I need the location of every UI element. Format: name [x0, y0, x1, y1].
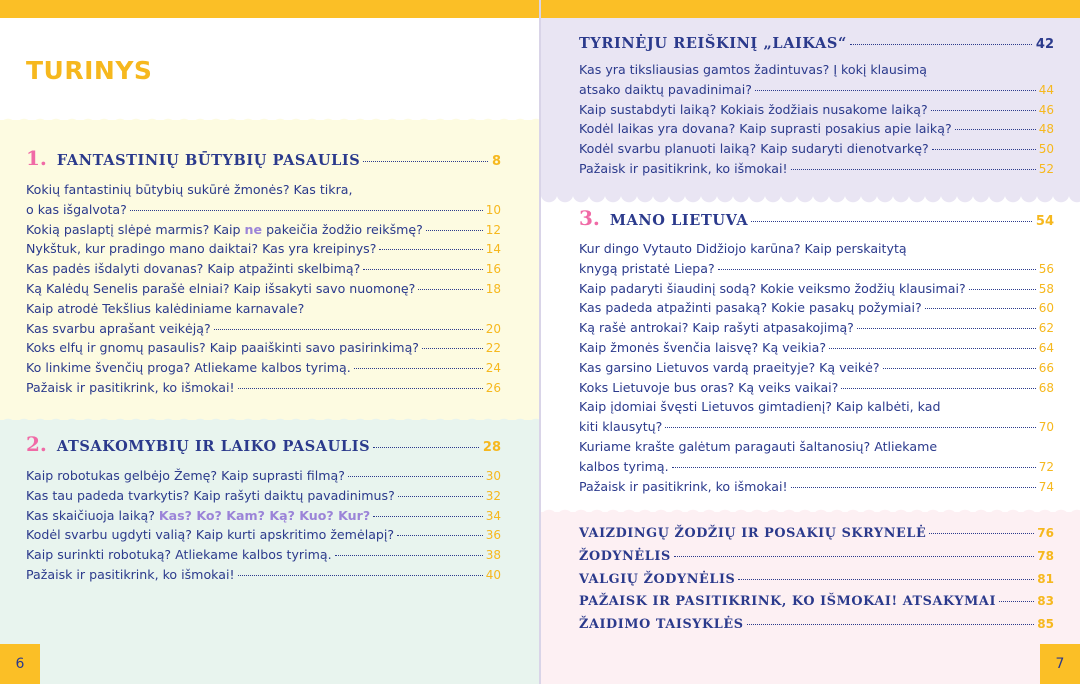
toc-entry[interactable] [26, 360, 501, 380]
entry-page: 48 [1038, 122, 1054, 137]
entry-page: 16 [485, 262, 501, 277]
toc-entry[interactable] [26, 567, 501, 587]
entry-text: Kur dingo Vytauto Didžiojo karūna? Kaip perskaitytą [579, 241, 907, 256]
leader-dots [999, 601, 1034, 602]
leader-dots [238, 388, 483, 389]
entry-page: 58 [1038, 281, 1054, 296]
toc-entry[interactable] [26, 182, 501, 202]
entry-page: 46 [1038, 102, 1054, 117]
section3-entries [579, 241, 1054, 498]
laikas-scallop [541, 194, 1080, 206]
entry-page: 32 [485, 488, 501, 503]
leader-dots [791, 487, 1036, 488]
section-page: 54 [1035, 214, 1054, 229]
section2-entries [26, 468, 501, 587]
toc-entry[interactable] [26, 527, 501, 547]
toc-entry[interactable] [579, 62, 1054, 82]
toc-entry[interactable] [579, 380, 1054, 400]
leader-dots [841, 388, 1035, 389]
leader-dots [791, 169, 1036, 170]
entry-page: 52 [1038, 161, 1054, 176]
highlighted-text: Kas? Ko? Kam? Ką? Kuo? Kur? [158, 507, 371, 523]
leader-dots [354, 368, 483, 369]
section2-scallop [0, 413, 540, 427]
page-number-left: 6 [0, 644, 40, 684]
section-title: MANO LIETUVA [609, 212, 749, 229]
section-page: 42 [1035, 37, 1054, 52]
leader-dots [751, 221, 1032, 222]
section-title: FANTASTINIŲ BŪTYBIŲ PASAULIS [56, 152, 361, 169]
leader-dots [969, 289, 1036, 290]
entry-text: Koks elfų ir gnomų pasaulis? Kaip paaiškinti savo pasirinkimą? [26, 340, 419, 356]
entry-text: Kaip įdomiai švęsti Lietuvos gimtadienį? Kaip kalbėti, kad [579, 399, 941, 415]
section-title: ATSAKOMYBIŲ IR LAIKO PASAULIS [56, 438, 371, 455]
entry-text: Pažaisk ir pasitikrink, ko išmokai! [579, 160, 788, 176]
toc-entry[interactable] [26, 202, 501, 222]
leader-dots [130, 210, 483, 211]
leader-dots [665, 427, 1035, 428]
leader-dots [747, 624, 1035, 625]
entry-page: 34 [485, 508, 501, 523]
entry-page: 40 [485, 567, 501, 582]
toc-entry[interactable] [26, 222, 501, 242]
entry-text: Kokią paslaptį slėpė marmis? Kaip ne pakeičia žodžio reikšmę? [26, 221, 423, 237]
entry-text: Kaip robotukas gelbėjo Žemę? Kaip suprasti filmą? [26, 468, 345, 483]
toc-entry[interactable] [26, 281, 501, 301]
entry-text: Kaip padaryti šiaudinį sodą? Kokie veiksmo žodžių klausimai? [579, 280, 966, 296]
toc-entry[interactable] [26, 321, 501, 341]
entry-page: 64 [1038, 340, 1054, 355]
book-spine [539, 0, 541, 684]
leader-dots [379, 249, 482, 250]
entry-text: Pažaisk ir pasitikrink, ko išmokai! [579, 478, 788, 494]
entry-text: kalbos tyrimą. [579, 458, 669, 474]
leader-dots [422, 348, 483, 349]
entry-text: Nykštuk, kur pradingo mano daiktai? Kas yra kreipinys? [26, 241, 377, 257]
entry-page: 81 [1037, 571, 1054, 586]
toc-entry[interactable] [26, 508, 501, 528]
toc-entry[interactable] [579, 241, 1054, 261]
leader-dots [829, 348, 1036, 349]
extras-scallop [541, 506, 1080, 518]
entry-text: Kas yra tiksliausias gamtos žadintuvas? Į kokį klausimą [579, 62, 927, 77]
entry-text: Ką rašė antrokai? Kaip rašyti atpasakojimą? [579, 320, 854, 336]
entry-text: Kaip atrodė Tekšlius kalėdiniame karnavale? [26, 300, 305, 316]
entry-page: 70 [1038, 420, 1054, 435]
entry-text: Kas skaičiuoja laiką? Kas? Ko? Kam? Ką? Kuo? Kur? [26, 507, 371, 523]
entry-page: 83 [1037, 594, 1054, 609]
entry-page: 74 [1038, 479, 1054, 494]
toc-entry[interactable] [579, 281, 1054, 301]
leader-dots [397, 535, 483, 536]
entry-page: 76 [1037, 526, 1054, 540]
entry-page: 20 [485, 321, 501, 336]
toc-entry[interactable] [26, 340, 501, 360]
laikas-entries [579, 62, 1054, 181]
toc-entry[interactable] [579, 141, 1054, 161]
entry-text: Kas svarbu aprašant veikėją? [26, 320, 211, 336]
entry-page: 26 [485, 380, 501, 395]
entry-text: VALGIŲ ŽODYNĖLIS [579, 571, 736, 587]
toc-entry[interactable] [26, 301, 501, 321]
extras-list [579, 526, 1054, 640]
entry-text: Kodėl svarbu ugdyti valią? Kaip kurti apskritimo žemėlapį? [26, 527, 395, 543]
entry-text: Ką Kalėdų Senelis parašė elniai? Kaip išsakyti savo nuomonę? [26, 280, 416, 296]
toc-entry[interactable] [26, 488, 501, 508]
toc-entry[interactable] [579, 261, 1054, 281]
toc-entry[interactable] [579, 399, 1054, 419]
entry-page: 66 [1038, 360, 1054, 375]
entry-page: 56 [1038, 261, 1054, 276]
toc-entry[interactable] [579, 360, 1054, 380]
toc-entry[interactable] [579, 121, 1054, 141]
entry-page: 24 [485, 361, 501, 376]
toc-entry[interactable] [26, 468, 501, 488]
leader-dots [755, 90, 1036, 91]
entry-page: 50 [1038, 142, 1054, 157]
section1-scallop [0, 113, 540, 127]
toc-entry[interactable] [26, 241, 501, 261]
toc-entry[interactable] [579, 594, 1054, 617]
section-page: 28 [482, 440, 501, 455]
section2-heading[interactable] [26, 432, 501, 456]
entry-text: o kas išgalvota? [26, 201, 127, 217]
toc-entry[interactable] [579, 320, 1054, 340]
toc-entry[interactable] [579, 479, 1054, 499]
toc-entry[interactable] [26, 547, 501, 567]
entry-page: 38 [485, 548, 501, 563]
entry-text: Kas padeda atpažinti pasaką? Kokie pasakų požymiai? [579, 300, 922, 316]
entry-page: 68 [1038, 380, 1054, 395]
leader-dots [373, 516, 483, 517]
leader-dots [674, 556, 1034, 557]
toc-entry[interactable] [579, 161, 1054, 181]
entry-page: 62 [1038, 321, 1054, 336]
leader-dots [932, 149, 1036, 150]
entry-text: Pažaisk ir pasitikrink, ko išmokai! [26, 566, 235, 582]
entry-page: 78 [1037, 548, 1054, 563]
entry-text: kiti klausytų? [579, 419, 663, 435]
entry-text: Kodėl svarbu planuoti laiką? Kaip sudaryti dienotvarkę? [579, 141, 929, 157]
toc-entry[interactable] [579, 549, 1054, 572]
entry-page: 12 [485, 222, 501, 237]
leader-dots [929, 533, 1034, 534]
entry-page: 85 [1037, 617, 1054, 632]
leader-dots [925, 308, 1036, 309]
entry-text: ŽODYNĖLIS [579, 548, 671, 564]
entry-text: Kaip sustabdyti laiką? Kokiais žodžiais nusakome laiką? [579, 101, 928, 117]
leader-dots [931, 110, 1036, 111]
entry-text: knygą pristatė Liepa? [579, 260, 715, 276]
section-title: TYRINĖJU REIŠKINĮ „LAIKAS“ [579, 35, 847, 52]
entry-text: Kas tau padeda tvarkytis? Kaip rašyti daiktų pavadinimus? [26, 487, 395, 503]
highlighted-text: ne [244, 221, 263, 237]
section-number: 3. [579, 206, 600, 230]
entry-text: VAIZDINGŲ ŽODŽIŲ IR POSAKIŲ SKRYNELĖ [579, 526, 927, 541]
entry-page: 22 [485, 341, 501, 356]
leader-dots [883, 368, 1036, 369]
toc-entry[interactable] [579, 459, 1054, 479]
leader-dots [955, 129, 1036, 130]
page-title: TURINYS [26, 56, 153, 85]
entry-text: Pažaisk ir pasitikrink, ko išmokai! [26, 379, 235, 395]
leader-dots [363, 269, 482, 270]
leader-dots [348, 476, 483, 477]
section1-heading[interactable] [26, 146, 501, 170]
entry-page: 30 [485, 469, 501, 483]
laikas-heading[interactable] [579, 35, 1054, 52]
entry-page: 72 [1038, 459, 1054, 474]
leader-dots [418, 289, 482, 290]
toc-entry[interactable] [579, 300, 1054, 320]
section-number: 2. [26, 432, 47, 456]
leader-dots [857, 328, 1036, 329]
entry-text: ŽAIDIMO TAISYKLĖS [579, 617, 744, 633]
entry-text: Ko linkime švenčių proga? Atliekame kalbos tyrimą. [26, 360, 351, 376]
toc-entry[interactable] [579, 439, 1054, 459]
leader-dots [426, 230, 483, 231]
entry-text: Koks Lietuvoje bus oras? Ką veiks vaikai? [579, 379, 839, 395]
leader-dots [373, 447, 479, 448]
leader-dots [335, 555, 483, 556]
entry-text: Kuriame krašte galėtum paragauti šaltanosių? Atliekame [579, 438, 938, 454]
entry-page: 60 [1038, 301, 1054, 316]
leader-dots [214, 329, 483, 330]
entry-page: 44 [1038, 82, 1054, 97]
section1-entries [26, 182, 501, 400]
leader-dots [718, 269, 1036, 270]
leader-dots [850, 44, 1032, 45]
toc-entry[interactable] [579, 526, 1054, 549]
page-number-right: 7 [1040, 644, 1080, 684]
entry-page: 36 [485, 528, 501, 543]
toc-entry[interactable] [26, 261, 501, 281]
entry-text: Kaip žmonės švenčia laisvę? Ką veikia? [579, 339, 827, 355]
entry-page: 14 [485, 242, 501, 257]
section-page: 8 [491, 154, 501, 169]
toc-entry[interactable] [579, 572, 1054, 595]
leader-dots [672, 467, 1036, 468]
entry-page: 10 [485, 202, 501, 217]
entry-text: Kas padės išdalyti dovanas? Kaip atpažinti skelbimą? [26, 261, 361, 277]
section-number: 1. [26, 146, 47, 170]
entry-text: Kas garsino Lietuvos vardą praeityje? Ką veikė? [579, 359, 880, 375]
leader-dots [238, 575, 483, 576]
entry-text: Kaip surinkti robotuką? Atliekame kalbos tyrimą. [26, 547, 332, 563]
entry-text: PAŽAISK IR PASITIKRINK, KO IŠMOKAI! ATSAKYMAI [579, 594, 997, 610]
toc-entry[interactable] [579, 102, 1054, 122]
toc-entry[interactable] [579, 617, 1054, 640]
entry-text: Kokių fantastinių būtybių sukūrė žmonės? Kas tikra, [26, 182, 353, 197]
leader-dots [363, 161, 488, 162]
leader-dots [738, 579, 1034, 580]
leader-dots [398, 496, 483, 497]
toc-entry[interactable] [579, 340, 1054, 360]
entry-text: atsako daiktų pavadinimai? [579, 81, 752, 97]
toc-entry[interactable] [579, 82, 1054, 102]
toc-entry[interactable] [579, 419, 1054, 439]
toc-entry[interactable] [26, 380, 501, 400]
entry-page: 18 [485, 281, 501, 296]
section3-heading[interactable] [579, 206, 1054, 230]
entry-text: Kodėl laikas yra dovana? Kaip suprasti posakius apie laiką? [579, 121, 952, 137]
